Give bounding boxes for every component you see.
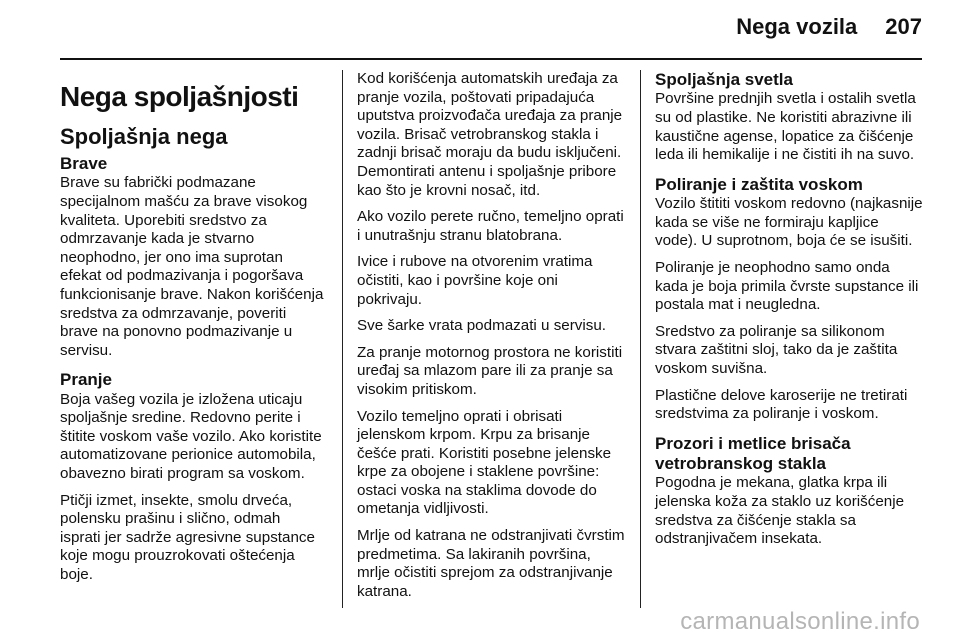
paragraph-pranje-1: Boja vašeg vozila je izložena uticaju spoljašnje sredine. Redovno perite i štitite voskom vaše vozilo. Ako koristite automatizovane perionice automobila, obavezno birati program sa voskom. bbox=[60, 390, 322, 483]
paragraph-polishing-3: Sredstvo za poliranje sa silikonom stvara zaštitni sloj, tako da je zaštita voskom suvišna. bbox=[655, 322, 898, 377]
column-2 bbox=[357, 70, 625, 609]
paragraph-polishing-4: Plastične delove karoserije ne tretirati sredstvima za poliranje i voskom. bbox=[655, 386, 908, 423]
paragraph-hand-wash: Ako vozilo perete ručno, temeljno oprati i unutrašnju stranu blatobrana. bbox=[357, 208, 624, 244]
column-divider-2 bbox=[640, 70, 641, 608]
paragraph-tar: Mrlje od katrana ne odstranjivati čvrstim predmetima. Sa lakiranih površina, mrlje očistiti sprejom za odstranjivanje katrana. bbox=[357, 527, 625, 600]
section-title: Nega spoljašnjosti bbox=[60, 81, 299, 112]
paragraph-chamois: Vozilo temeljno oprati i obrisati jelenskom krpom. Krpu za brisanje češće prati. Koristiti posebne jelenske krpe za obojene i staklene površine: ostaci voska na staklima dovode do ometanja vidljivosti. bbox=[357, 407, 612, 518]
header-rule bbox=[60, 58, 922, 60]
page-number: 207 bbox=[885, 14, 922, 39]
heading-pranje: Pranje bbox=[60, 370, 112, 390]
watermark: carmanualsonline.info bbox=[680, 608, 920, 635]
paragraph-hinges: Sve šarke vrata podmazati u servisu. bbox=[357, 317, 607, 335]
chapter-title: Nega vozila bbox=[736, 14, 858, 39]
column-1 bbox=[60, 70, 324, 593]
page-header bbox=[736, 14, 922, 40]
heading-brave: Brave bbox=[60, 153, 108, 173]
paragraph-automatic-wash: Kod korišćenja automatskih uređaja za pranje vozila, poštovati pripadajuća uputstva proizvođača uređaja za pranje vozila. Brisač vetrobranskog stakla i zadnji brisač moraju da budu isključeni. Demontirati antenu i spoljašnje pribore kao što je krovni nosač, itd. bbox=[357, 70, 623, 199]
column-3 bbox=[655, 70, 923, 557]
heading-windows-wipers: Prozori i metlice brisača vetrobranskog stakla bbox=[655, 433, 851, 474]
paragraph-polishing-1: Vozilo štititi voskom redovno (najkasnije kada se više ne formiraju kapljice vode). U suprotnom, boja će se isušiti. bbox=[655, 195, 923, 250]
paragraph-windows-wipers: Pogodna je mekana, glatka krpa ili jelenska koža za staklo uz korišćenje sredstva za čišćenje stakla sa odstranjivačem insekata. bbox=[655, 474, 905, 548]
paragraph-door-edges: Ivice i rubove na otvorenim vratima očistiti, kao i površine koje oni pokrivaju. bbox=[357, 253, 593, 308]
heading-polishing: Poliranje i zaštita voskom bbox=[655, 174, 863, 194]
column-divider-1 bbox=[342, 70, 343, 608]
paragraph-pranje-2: Ptičji izmet, insekte, smolu drveća, polensku prašinu i slično, odmah isprati jer sadrže agresivne supstance koje mogu prouzrokovati oštećenja boje. bbox=[60, 491, 315, 584]
subsection-title: Spoljašnja nega bbox=[60, 123, 228, 149]
paragraph-brave: Brave su fabrički podmazane specijalnom mašću za brave visokog kvaliteta. Uporebiti sredstvo za odmrzavanje kada je stvarno neophodno, jer ono ima suprotan efekat od podmazivanja i pogoršava funkcionisanje brave. Nakon korišćenja sredstva za odmrzavanje, poveriti brave na ponovno podmazivanje u servisu. bbox=[60, 174, 324, 359]
paragraph-engine-bay: Za pranje motornog prostora ne koristiti uređaj sa mlazom pare ili za pranje sa visokim pritiskom. bbox=[357, 343, 623, 398]
heading-lights: Spoljašnja svetla bbox=[655, 70, 793, 89]
paragraph-lights: Površine prednjih svetla i ostalih svetla su od plastike. Ne koristiti abrazivne ili kaustične agense, lopatice za čišćenje leda ili hemikalije i ne čistiti ih na suvo. bbox=[655, 90, 916, 164]
paragraph-polishing-2: Poliranje je neophodno samo onda kada je boja primila čvrste supstance ili postala mat i neugledna. bbox=[655, 258, 919, 314]
